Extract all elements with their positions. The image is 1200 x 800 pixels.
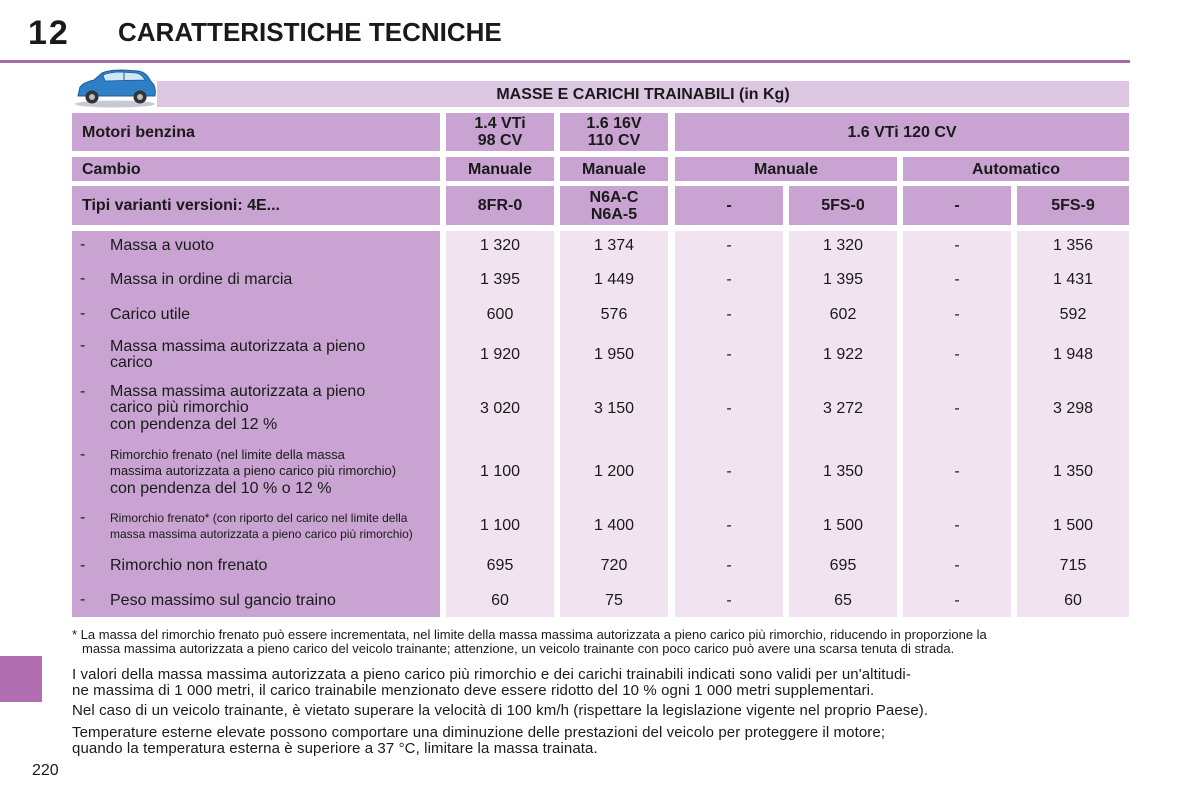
row-label: Massa a vuoto — [110, 237, 215, 254]
engine-line: 1.6 16V — [586, 115, 642, 132]
row-label: Rimorchio non frenato — [110, 557, 268, 574]
table-cell: 1 950 — [593, 346, 635, 363]
table-cell: 602 — [829, 306, 857, 323]
row-dash: - — [80, 270, 86, 287]
row-label: carico più rimorchio — [110, 399, 249, 416]
chapter-number: 12 — [28, 14, 70, 52]
table-cell: 1 500 — [822, 517, 864, 534]
page-number: 220 — [32, 762, 59, 779]
engine-cell — [560, 113, 668, 151]
table-cell: 1 374 — [593, 237, 635, 254]
table-cell: - — [726, 463, 732, 480]
engine-cell: 1.6 VTi 120 CV — [675, 113, 1129, 151]
gearbox-cell: Automatico — [903, 157, 1129, 181]
table-cell: - — [726, 237, 732, 254]
gearbox-cell: Manuale — [446, 157, 554, 181]
table-cell: 1 350 — [822, 463, 864, 480]
paragraph-line: quando la temperatura esterna è superiore a 37 °C, limitare la massa trainata. — [72, 740, 598, 757]
row-dash: - — [80, 383, 86, 400]
footnote-line: massa massima autorizzata a pieno carico del veicolo trainante; attenzione, un veicolo trainante con poco carico può avere una scarsa tenuta di strada. — [82, 641, 955, 656]
variant-cell: 5FS-0 — [789, 186, 897, 225]
row-label: Rimorchio frenato (nel limite della massa — [110, 447, 345, 462]
variant-cell — [560, 186, 668, 225]
table-cell: 1 395 — [479, 271, 521, 288]
variant-cell: - — [675, 186, 783, 225]
row-dash: - — [80, 446, 86, 463]
row-dash: - — [80, 509, 86, 526]
row-label: Massa in ordine di marcia — [110, 271, 293, 288]
engine-line: 1.4 VTi — [474, 115, 526, 132]
row-dash: - — [80, 591, 86, 608]
table-cell: - — [954, 557, 960, 574]
engine-line: 110 CV — [587, 132, 641, 149]
variant-cell: 8FR-0 — [446, 186, 554, 225]
paragraph-line: Temperature esterne elevate possono comportare una diminuzione delle prestazioni del veicolo per proteggere il motore; — [72, 724, 886, 741]
footnote-line: * La massa del rimorchio frenato può essere incrementata, nel limite della massa massima autorizzata a pieno carico più rimorchio, riducendo in proporzione la — [72, 627, 987, 642]
row-label: carico — [110, 354, 153, 371]
table-cell: - — [954, 463, 960, 480]
table-cell: - — [726, 400, 732, 417]
table-cell: 65 — [834, 592, 852, 609]
car-icon — [72, 68, 158, 108]
table-cell: 1 320 — [479, 237, 521, 254]
variant-cell: 5FS-9 — [1017, 186, 1129, 225]
row-label: Massa massima autorizzata a pieno — [110, 383, 366, 400]
table-cell: 1 500 — [1052, 517, 1094, 534]
row-label: massa massima autorizzata a pieno carico più rimorchio) — [110, 527, 413, 541]
table-cell: - — [954, 306, 960, 323]
table-cell: 1 350 — [1052, 463, 1094, 480]
row-label: Massa massima autorizzata a pieno — [110, 338, 366, 355]
table-cell: 576 — [600, 306, 628, 323]
table-cell: 600 — [486, 306, 514, 323]
table-cell: 3 298 — [1052, 400, 1094, 417]
gearbox-cell: Manuale — [675, 157, 897, 181]
table-cell: 1 200 — [593, 463, 635, 480]
table-cell: - — [726, 271, 732, 288]
table-cell: - — [954, 237, 960, 254]
row-dash: - — [80, 557, 86, 574]
table-cell: - — [954, 400, 960, 417]
table-cell: 3 020 — [479, 400, 521, 417]
table-cell: 1 920 — [479, 346, 521, 363]
table-cell: 592 — [1059, 306, 1087, 323]
table-cell: 1 320 — [822, 237, 864, 254]
engine-cell — [446, 113, 554, 151]
paragraph-line: ne massima di 1 000 metri, il carico trainabile menzionato deve essere ridotto del 10 % ogni 1 000 metri supplementari. — [72, 682, 875, 699]
variant-line: N6A-5 — [590, 205, 638, 223]
table-cell: - — [726, 557, 732, 574]
table-cell: 1 100 — [479, 517, 521, 534]
variant-line: N6A-C — [589, 188, 639, 206]
row-dash: - — [80, 305, 86, 322]
table-cell: 695 — [486, 557, 514, 574]
row-label: Peso massimo sul gancio traino — [110, 592, 336, 609]
row-label: con pendenza del 12 % — [110, 416, 278, 433]
engine-line: 98 CV — [477, 132, 523, 149]
table-title: MASSE E CARICHI TRAINABILI (in Kg) — [157, 81, 1129, 107]
row-dash: - — [80, 337, 86, 354]
paragraph-line: Nel caso di un veicolo trainante, è vietato superare la velocità di 100 km/h (rispettare la legislazione vigente nel proprio Paese). — [72, 702, 929, 719]
row-label: Carico utile — [110, 306, 191, 323]
table-cell: 1 948 — [1052, 346, 1094, 363]
table-cell: 695 — [829, 557, 857, 574]
row-dash: - — [80, 236, 86, 253]
table-cell: - — [954, 592, 960, 609]
table-cell: 1 356 — [1052, 237, 1094, 254]
gearbox-label: Cambio — [72, 157, 440, 181]
row-label: con pendenza del 10 % o 12 % — [110, 480, 332, 497]
table-cell: 720 — [600, 557, 628, 574]
table-cell: 1 400 — [593, 517, 635, 534]
table-cell: 1 100 — [479, 463, 521, 480]
table-cell: 1 395 — [822, 271, 864, 288]
table-cell: 1 922 — [822, 346, 864, 363]
table-cell: - — [954, 517, 960, 534]
paragraph-line: I valori della massa massima autorizzata a pieno carico più rimorchio e dei carichi trainabili indicati sono validi per un'altitudi- — [72, 666, 911, 683]
table-cell: - — [726, 592, 732, 609]
table-cell: 1 449 — [593, 271, 635, 288]
table-cell: - — [954, 346, 960, 363]
table-cell: 1 431 — [1052, 271, 1094, 288]
row-label: Rimorchio frenato* (con riporto del carico nel limite della — [110, 511, 408, 525]
table-cell: - — [726, 517, 732, 534]
row-label: massima autorizzata a pieno carico più rimorchio) — [110, 463, 397, 478]
header-rule — [0, 60, 1130, 63]
variants-label: Tipi varianti versioni: 4E... — [72, 186, 440, 225]
table-cell: 60 — [491, 592, 509, 609]
table-cell: - — [726, 346, 732, 363]
chapter-title: CARATTERISTICHE TECNICHE — [118, 17, 502, 47]
table-cell: 3 272 — [822, 400, 864, 417]
table-cell: 715 — [1059, 557, 1087, 574]
table-cell: 60 — [1064, 592, 1082, 609]
chapter-tab — [0, 656, 42, 702]
table-cell: 75 — [605, 592, 623, 609]
gearbox-cell: Manuale — [560, 157, 668, 181]
table-cell: - — [726, 306, 732, 323]
table-cell: - — [954, 271, 960, 288]
table-cell: 3 150 — [593, 400, 635, 417]
engine-label: Motori benzina — [72, 113, 440, 151]
variant-cell: - — [903, 186, 1011, 225]
